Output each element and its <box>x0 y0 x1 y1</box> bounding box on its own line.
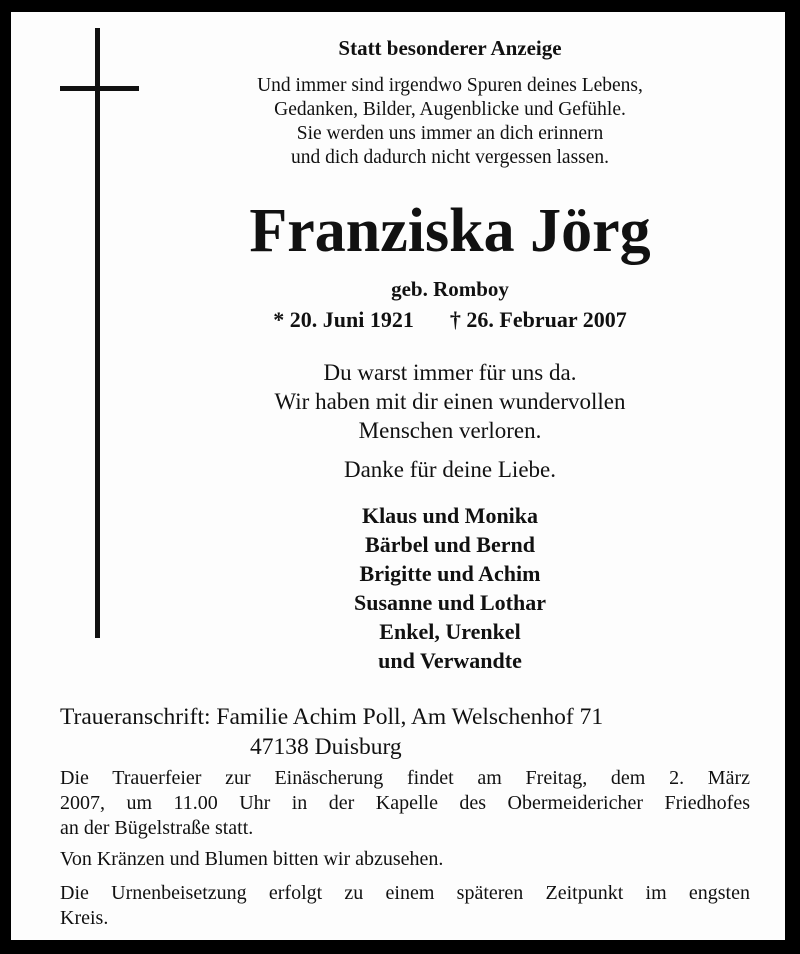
address-line: Traueranschrift: Familie Achim Poll, Am Welschenhof 71 <box>60 704 604 730</box>
dates <box>180 309 720 331</box>
ceremony-line: an der Bügelstraße statt. <box>60 817 254 839</box>
message-line: Menschen verloren. <box>358 418 542 443</box>
poem-line: Sie werden uns immer an dich erinnern <box>296 123 604 144</box>
mourner: und Verwandte <box>378 648 522 673</box>
death-date: † 26. Februar 2007 <box>449 307 627 332</box>
address-city: 47138 Duisburg <box>250 734 402 760</box>
birth-date: * 20. Juni 1921 <box>273 307 414 332</box>
deceased-name: Franziska Jörg <box>249 197 651 265</box>
flowers-note: Von Kränzen und Blumen bitten wir abzusehen. <box>60 848 444 870</box>
mourner: Klaus und Monika <box>361 503 539 528</box>
mourner: Bärbel und Bernd <box>365 532 535 557</box>
ceremony-line: 2007, um 11.00 Uhr in der Kapelle des Obermeidericher Friedhofes <box>60 792 750 814</box>
mourner: Susanne und Lothar <box>354 590 546 615</box>
burial-line: Kreis. <box>60 907 109 929</box>
maiden-name: geb. Romboy <box>391 277 509 301</box>
cross-icon <box>95 28 100 638</box>
message-line: Wir haben mit dir einen wundervollen <box>274 389 626 414</box>
poem-line: Gedanken, Bilder, Augenblicke und Gefühle. <box>274 99 626 120</box>
ceremony-line: Die Trauerfeier zur Einäscherung findet am Freitag, dem 2. März <box>60 767 750 789</box>
cross-icon-bar <box>60 86 139 91</box>
poem-line: und dich dadurch nicht vergessen lassen. <box>290 147 610 168</box>
mourner: Enkel, Urenkel <box>379 619 521 644</box>
poem-line: Und immer sind irgendwo Spuren deines Lebens, <box>257 75 643 96</box>
mourner: Brigitte und Achim <box>359 561 541 586</box>
burial-line: Die Urnenbeisetzung erfolgt zu einem späteren Zeitpunkt im engsten <box>60 882 750 904</box>
notice-header: Statt besonderer Anzeige <box>338 36 562 60</box>
message-line: Du warst immer für uns da. <box>323 360 577 385</box>
thanks-line: Danke für deine Liebe. <box>343 457 556 482</box>
